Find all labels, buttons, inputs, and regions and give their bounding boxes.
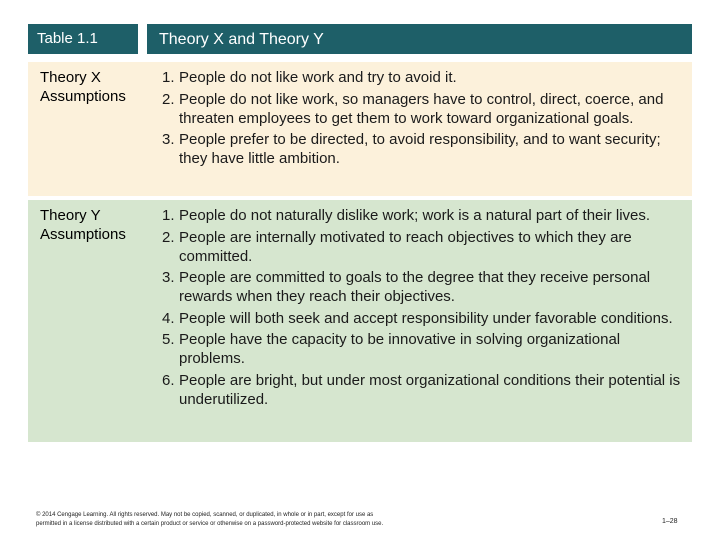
page-number: 1–28	[662, 518, 678, 525]
item-text: People do not like work, so managers have to control, direct, coerce, and threaten employees to get them to work toward organizational goals.	[179, 90, 664, 127]
theory-y-row	[28, 200, 692, 442]
table-number-label: Table 1.1	[28, 24, 138, 54]
theory-x-label	[40, 68, 150, 106]
list-item	[162, 206, 690, 225]
theory-y-label-line1: Theory Y	[40, 207, 101, 224]
copyright-notice	[36, 511, 536, 529]
item-number: 6.	[162, 371, 175, 389]
item-number: 2.	[162, 228, 175, 246]
list-item	[162, 228, 690, 266]
theory-x-row	[28, 62, 692, 196]
item-number: 5.	[162, 331, 175, 348]
copyright-line2: permitted in a license distributed with a certain product or service or otherwise on a password-protected website for classroom use.	[36, 521, 384, 527]
list-item	[162, 268, 690, 306]
theory-x-label-line2: Assumptions	[40, 88, 126, 105]
theory-x-list	[162, 68, 690, 171]
list-item	[162, 68, 690, 87]
item-number: 1.	[162, 207, 175, 224]
item-text: People have the capacity to be innovative in solving organizational problems.	[179, 331, 621, 367]
item-text: People will both seek and accept responsibility under favorable conditions.	[179, 309, 673, 327]
item-text: People do not naturally dislike work; work is a natural part of their lives.	[179, 207, 651, 224]
item-number: 2.	[162, 90, 175, 108]
item-text: People do not like work and try to avoid it.	[179, 69, 457, 86]
table-title: Theory X and Theory Y	[147, 24, 692, 54]
theory-x-label-line1: Theory X	[40, 69, 101, 86]
item-text: People are bright, but under most organizational conditions their potential is underutilized.	[179, 371, 681, 408]
item-number: 1.	[162, 69, 175, 86]
theory-y-label-line2: Assumptions	[40, 226, 126, 243]
list-item	[162, 330, 690, 368]
list-item	[162, 309, 690, 328]
theory-y-list	[162, 206, 690, 411]
copyright-line1: © 2014 Cengage Learning. All rights reserved. May not be copied, scanned, or duplicated, in whole or in part, except for use as	[36, 512, 374, 518]
theory-y-label	[40, 206, 150, 244]
list-item	[162, 371, 690, 409]
item-text: People are internally motivated to reach objectives to which they are committed.	[179, 228, 632, 265]
list-item	[162, 130, 690, 168]
item-text: People prefer to be directed, to avoid responsibility, and to want security; they have little ambition.	[179, 131, 661, 167]
item-number: 3.	[162, 131, 175, 148]
item-number: 4.	[162, 309, 175, 327]
item-number: 3.	[162, 269, 175, 286]
list-item	[162, 90, 690, 128]
item-text: People are committed to goals to the degree that they receive personal rewards when they reach their objectives.	[179, 269, 651, 305]
